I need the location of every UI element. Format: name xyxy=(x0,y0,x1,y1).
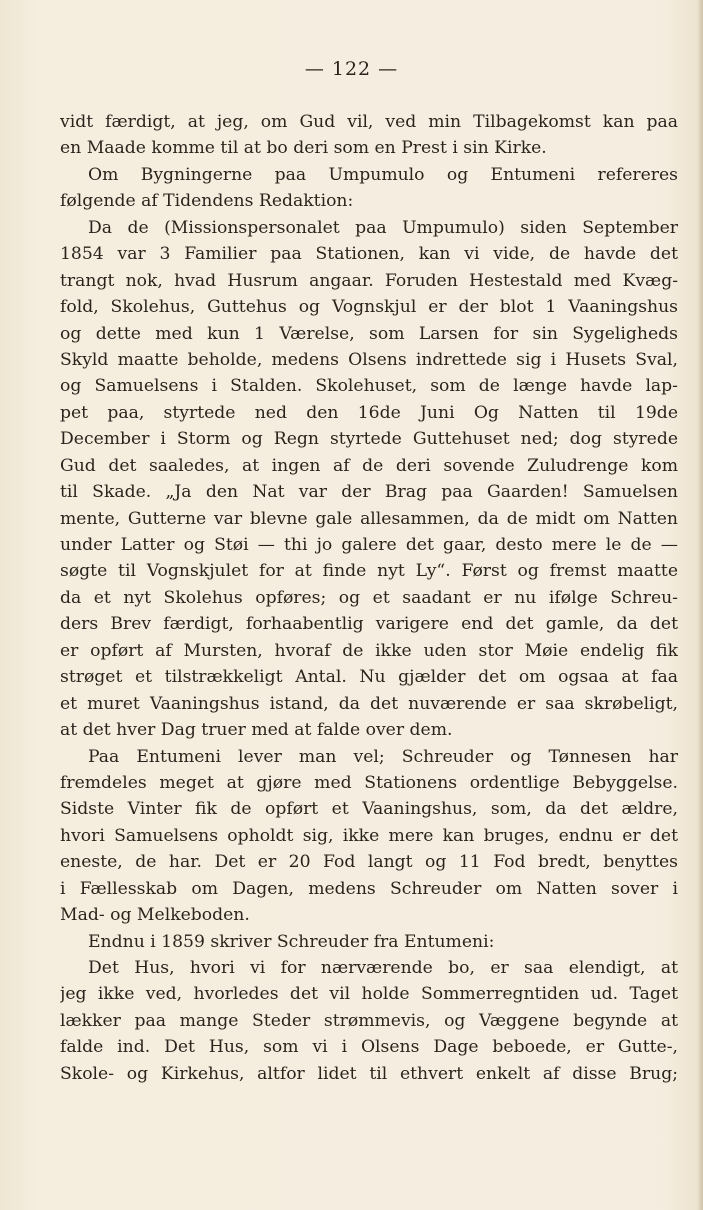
text-line: Skyld maatte beholde, medens Olsens indrettede sig i Husets Sval, xyxy=(60,349,678,370)
text-line: jeg ikke ved, hvorledes det vil holde Sommerregntiden ud. Taget xyxy=(60,984,678,1005)
text-line: et muret Vaaningshus istand, da det nuværende er saa skrøbeligt, xyxy=(60,693,678,714)
page-edge-shadow xyxy=(697,0,703,1210)
text-line: December i Storm og Regn styrtede Guttehuset ned; dog styrede xyxy=(60,429,678,450)
text-line: da et nyt Skolehus opføres; og et saadant er nu ifølge Schreu- xyxy=(60,587,678,608)
text-line: en Maade komme til at bo deri som en Prest i sin Kirke. xyxy=(60,138,547,159)
text-line: 1854 var 3 Familier paa Stationen, kan vi vide, de havde det xyxy=(60,244,678,265)
text-line: til Skade. „Ja den Nat var der Brag paa Gaarden! Samuelsen xyxy=(60,482,678,503)
text-line: under Latter og Støi — thi jo galere det gaar, desto mere le de — xyxy=(60,535,678,555)
text-line: og dette med kun 1 Værelse, som Larsen for sin Sygeligheds xyxy=(60,323,678,344)
text-line: vidt færdigt, at jeg, om Gud vil, ved min Tilbagekomst kan paa xyxy=(60,112,678,132)
text-line: Endnu i 1859 skriver Schreuder fra Entumeni: xyxy=(88,931,495,952)
text-line: i Fællesskab om Dagen, medens Schreuder om Natten sover i xyxy=(60,878,678,899)
page-number: — 122 — xyxy=(304,58,399,80)
text-line: ders Brev færdigt, forhaabentlig varigere end det gamle, da det xyxy=(60,614,678,635)
text-line: Mad- og Melkeboden. xyxy=(60,905,250,926)
text-line: trangt nok, hvad Husrum angaar. Foruden Hestestald med Kvæg- xyxy=(60,270,678,291)
text-line: eneste, de har. Det er 20 Fod langt og 11 Fod bredt, benyttes xyxy=(60,852,678,873)
text-line: at det hver Dag truer med at falde over dem. xyxy=(60,720,453,741)
text-line: fold, Skolehus, Guttehus og Vognskjul er der blot 1 Vaaningshus xyxy=(60,297,678,318)
text-line: hvori Samuelsens opholdt sig, ikke mere kan bruges, endnu er det xyxy=(60,825,678,846)
text-line: fremdeles meget at gjøre med Stationens ordentlige Bebyggelse. xyxy=(60,772,678,793)
text-line: Paa Entumeni lever man vel; Schreuder og Tønnesen har xyxy=(88,746,678,767)
text-line: og Samuelsens i Stalden. Skolehuset, som de længe havde lap- xyxy=(60,376,678,397)
text-line: falde ind. Det Hus, som vi i Olsens Dage beboede, er Gutte-, xyxy=(60,1037,678,1058)
text-line: søgte til Vognskjulet for at finde nyt Ly“. Først og fremst maatte xyxy=(60,561,678,582)
text-line: strøget et tilstrækkeligt Antal. Nu gjælder det om ogsaa at faa xyxy=(60,667,678,688)
text-line: Da de (Missionspersonalet paa Umpumulo) siden September xyxy=(88,217,678,238)
text-line: Om Bygningerne paa Umpumulo og Entumeni refereres xyxy=(88,164,678,185)
text-line: Skole- og Kirkehus, altfor lidet til ethvert enkelt af disse Brug; xyxy=(60,1063,678,1084)
text-line: Sidste Vinter fik de opført et Vaaningshus, som, da det ældre, xyxy=(60,799,678,820)
text-line: er opført af Mursten, hvoraf de ikke uden stor Møie endelig fik xyxy=(60,640,678,661)
text-line: Det Hus, hvori vi for nærværende bo, er saa elendigt, at xyxy=(88,958,678,978)
text-line: mente, Gutterne var blevne gale allesammen, da de midt om Natten xyxy=(60,508,678,529)
text-line: pet paa, styrtede ned den 16de Juni Og Natten til 19de xyxy=(60,402,678,423)
text-line: følgende af Tidendens Redaktion: xyxy=(60,191,354,212)
text-line: lækker paa mange Steder strømmevis, og Væggene begynde at xyxy=(60,1010,678,1031)
text-line: Gud det saaledes, at ingen af de deri sovende Zuludrenge kom xyxy=(60,455,678,476)
body-text xyxy=(60,109,678,1087)
